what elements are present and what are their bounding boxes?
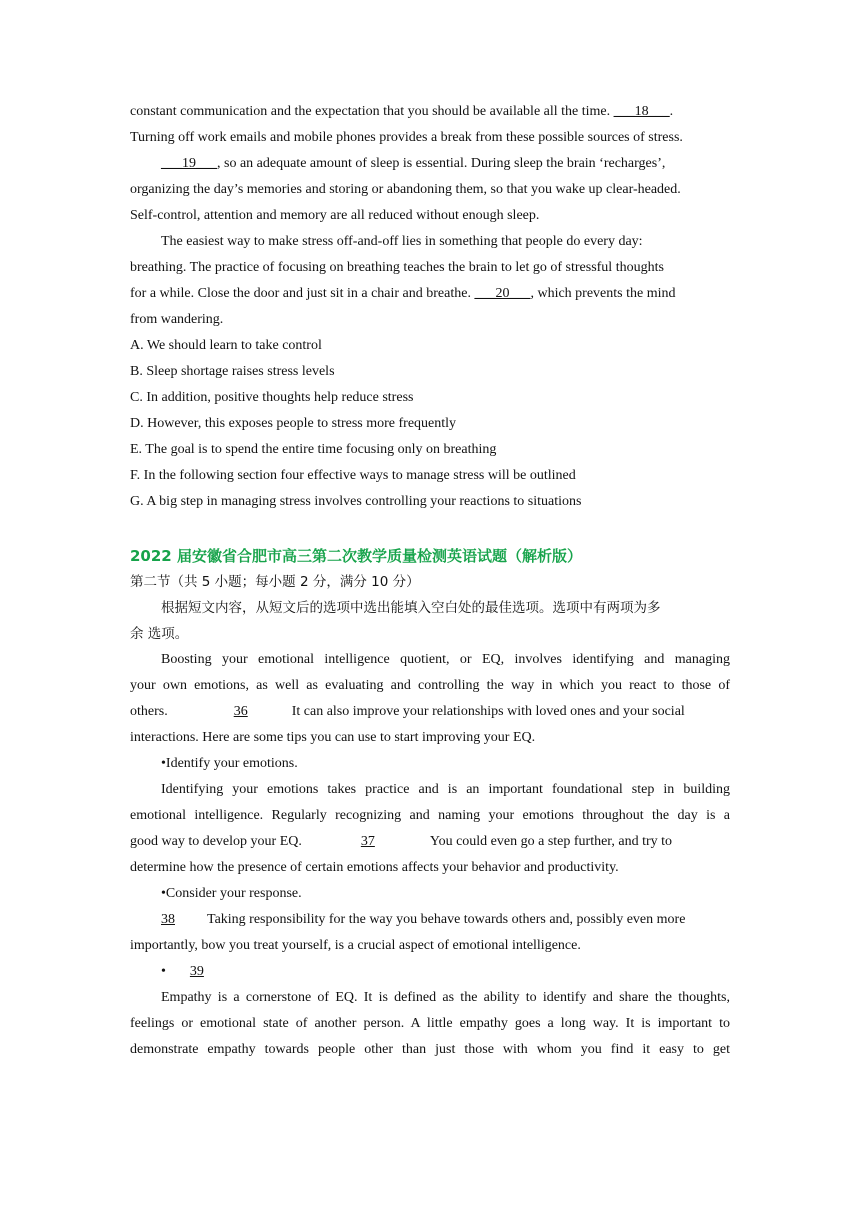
- section-title: 2022 届安徽省合肥市高三第二次教学质量检测英语试题（解析版）: [130, 547, 582, 565]
- blank-19: ___19___: [161, 156, 217, 171]
- blank-36: 36: [233, 704, 248, 719]
- paragraph-line: ___19___, so an adequate amount of sleep is essential. During sleep the brain ‘recharges’,: [161, 156, 666, 171]
- blank-37: 37: [360, 834, 375, 849]
- option-c: C. In addition, positive thoughts help reduce stress: [130, 390, 414, 405]
- paragraph-line: Turning off work emails and mobile phones provides a break from these possible sources of stress.: [130, 130, 683, 145]
- instructions: 根据短文内容，从短文后的选项中选出能填入空白处的最佳选项。选项中有两项为多: [161, 600, 661, 616]
- option-b: B. Sleep shortage raises stress levels: [130, 364, 335, 379]
- paragraph-line: constant communication and the expectation that you should be available all the time. ___18___.: [130, 104, 674, 119]
- blank-20: ___20___: [474, 286, 531, 301]
- paragraph-line: for a while. Close the door and just sit in a chair and breathe. ___20___, which prevents the mind: [130, 286, 676, 301]
- paragraph-line: emotional intelligence. Regularly recognizing and naming your emotions throughout the day is a: [130, 808, 730, 823]
- blank-18: ___18___: [613, 104, 670, 119]
- paragraph-line: others. 36 It can also improve your relationships with loved ones and your social: [130, 699, 730, 725]
- paragraph-line: Identifying your emotions takes practice and is an important foundational step in building: [161, 782, 730, 797]
- paragraph-line: Self-control, attention and memory are all reduced without enough sleep.: [130, 208, 540, 223]
- blank-38: 38: [161, 912, 175, 927]
- paragraph-line: your own emotions, as well as evaluating and controlling the way in which you react to those of: [130, 678, 730, 693]
- instructions: 余 选项。: [130, 626, 189, 642]
- paragraph-line: Empathy is a cornerstone of EQ. It is defined as the ability to identify and share the thoughts,: [161, 990, 730, 1005]
- option-a: A. We should learn to take control: [130, 338, 322, 353]
- paragraph-line: demonstrate empathy towards people other than just those with whom you find it easy to get: [130, 1042, 730, 1057]
- paragraph-line: determine how the presence of certain emotions affects your behavior and productivity.: [130, 860, 619, 875]
- document-page: [130, 99, 730, 1063]
- tip-heading: • 39: [130, 959, 730, 985]
- paragraph-line: importantly, bow you treat yourself, is a crucial aspect of emotional intelligence.: [130, 938, 581, 953]
- option-g: G. A big step in managing stress involves controlling your reactions to situations: [130, 494, 582, 509]
- paragraph-line: organizing the day’s memories and storing or abandoning them, so that you wake up clear-headed.: [130, 182, 681, 197]
- paragraph-line: The easiest way to make stress off-and-off lies in something that people do every day:: [161, 234, 643, 249]
- paragraph-line: feelings or emotional state of another person. A little empathy goes a long way. It is important to: [130, 1016, 730, 1031]
- blank-39: 39: [189, 964, 204, 979]
- option-f: F. In the following section four effective ways to manage stress will be outlined: [130, 468, 576, 483]
- paragraph-line: Boosting your emotional intelligence quotient, or EQ, involves identifying and managing: [161, 652, 730, 667]
- paragraph-line: from wandering.: [130, 312, 224, 327]
- option-e: E. The goal is to spend the entire time focusing only on breathing: [130, 442, 497, 457]
- tip-heading: •Identify your emotions.: [161, 756, 298, 771]
- paragraph-line: 38 Taking responsibility for the way you behave towards others and, possibly even more: [130, 907, 730, 933]
- tip-heading: •Consider your response.: [161, 886, 302, 901]
- paragraph-line: breathing. The practice of focusing on breathing teaches the brain to let go of stressful thoughts: [130, 260, 664, 275]
- paragraph-line: interactions. Here are some tips you can use to start improving your EQ.: [130, 730, 536, 745]
- section-subtitle: 第二节（共 5 小题；每小题 2 分，满分 10 分）: [130, 574, 420, 590]
- option-d: D. However, this exposes people to stress more frequently: [130, 416, 457, 431]
- paragraph-line: good way to develop your EQ. 37 You could even go a step further, and try to: [130, 829, 730, 855]
